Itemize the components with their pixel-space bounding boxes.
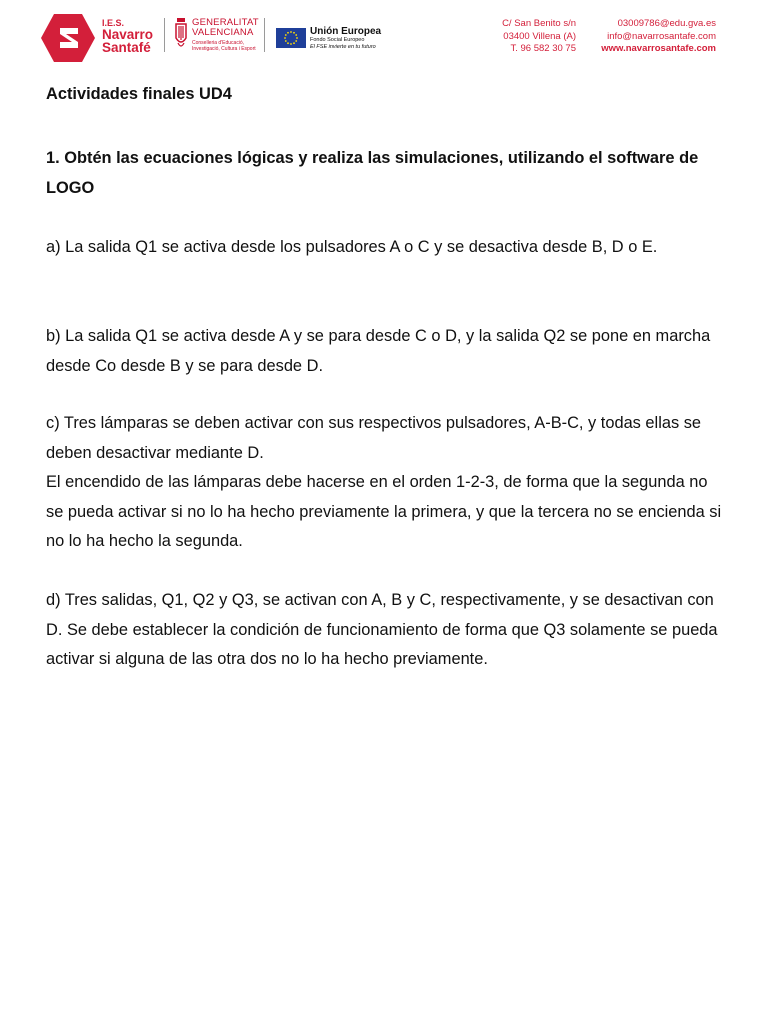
phone: T. 96 582 30 75 (510, 43, 576, 54)
school-logo-icon (40, 12, 96, 64)
school-name (102, 18, 153, 54)
generalitat-sub1: Conselleria d'Educació, (192, 40, 245, 46)
email-2[interactable]: info@navarrosantafe.com (607, 30, 716, 42)
eu-tagline: El FSE invierte en tu futuro (310, 43, 376, 50)
generalitat-line1: GENERALITAT (192, 17, 259, 28)
item-a: a) La salida Q1 se activa desde los pulsadores A o C y se desactiva desde B, D o E. (46, 238, 658, 256)
school-name-line1: Navarro (102, 27, 154, 42)
divider (264, 18, 265, 52)
contact-online (586, 18, 716, 56)
generalitat-crest-icon (174, 16, 188, 50)
generalitat-line2: VALENCIANA (192, 27, 254, 38)
divider (164, 18, 165, 52)
address-line1: C/ San Benito s/n (502, 18, 576, 29)
letterhead (0, 0, 768, 70)
generalitat-text (192, 18, 259, 52)
document-body (46, 80, 726, 668)
item-b: b) La salida Q1 se activa desde A y se para desde C o D, y la salida Q2 se pone en marcha desde Co desde B y se para desde D. (46, 327, 711, 375)
eu-sub: Fondo Social Europeo (310, 37, 365, 43)
document-title: Actividades finales UD4 (46, 85, 232, 103)
generalitat-sub2: Investigació, Cultura i Esport (192, 46, 256, 52)
website-link[interactable]: www.navarrosantafe.com (601, 43, 716, 54)
item-d: d) Tres salidas, Q1, Q2 y Q3, se activan con A, B y C, respectivamente, y se desactivan con D. Se debe establecer la condición de funcionamiento de forma que Q3 solamente se pueda activar si alguna de las otra dos no lo ha hecho previamente. (46, 591, 718, 668)
contact-address (480, 18, 576, 56)
address-line2: 03400 Villena (A) (503, 30, 576, 42)
eu-flag-icon (276, 28, 306, 48)
school-prefix: I.E.S. (102, 18, 125, 28)
item-c-part1: c) Tres lámparas se deben activar con sus respectivos pulsadores, A-B-C, y todas ellas se deben desactivar mediante D. (46, 414, 702, 462)
eu-title: Unión Europea (310, 26, 382, 37)
item-c (46, 409, 726, 557)
email-1[interactable]: 03009786@edu.gva.es (617, 18, 716, 29)
eu-text (310, 26, 381, 50)
item-c-part2: El encendido de las lámparas debe hacerse en el orden 1-2-3, de forma que la segunda no se pueda activar si no lo ha hecho previamente la primera, y que la tercera no se encienda si no lo ha hecho la segunda. (46, 473, 722, 550)
school-name-line2: Santafé (102, 40, 151, 55)
question-1: 1. Obtén las ecuaciones lógicas y realiza las simulaciones, utilizando el software de LOGO (46, 149, 699, 197)
